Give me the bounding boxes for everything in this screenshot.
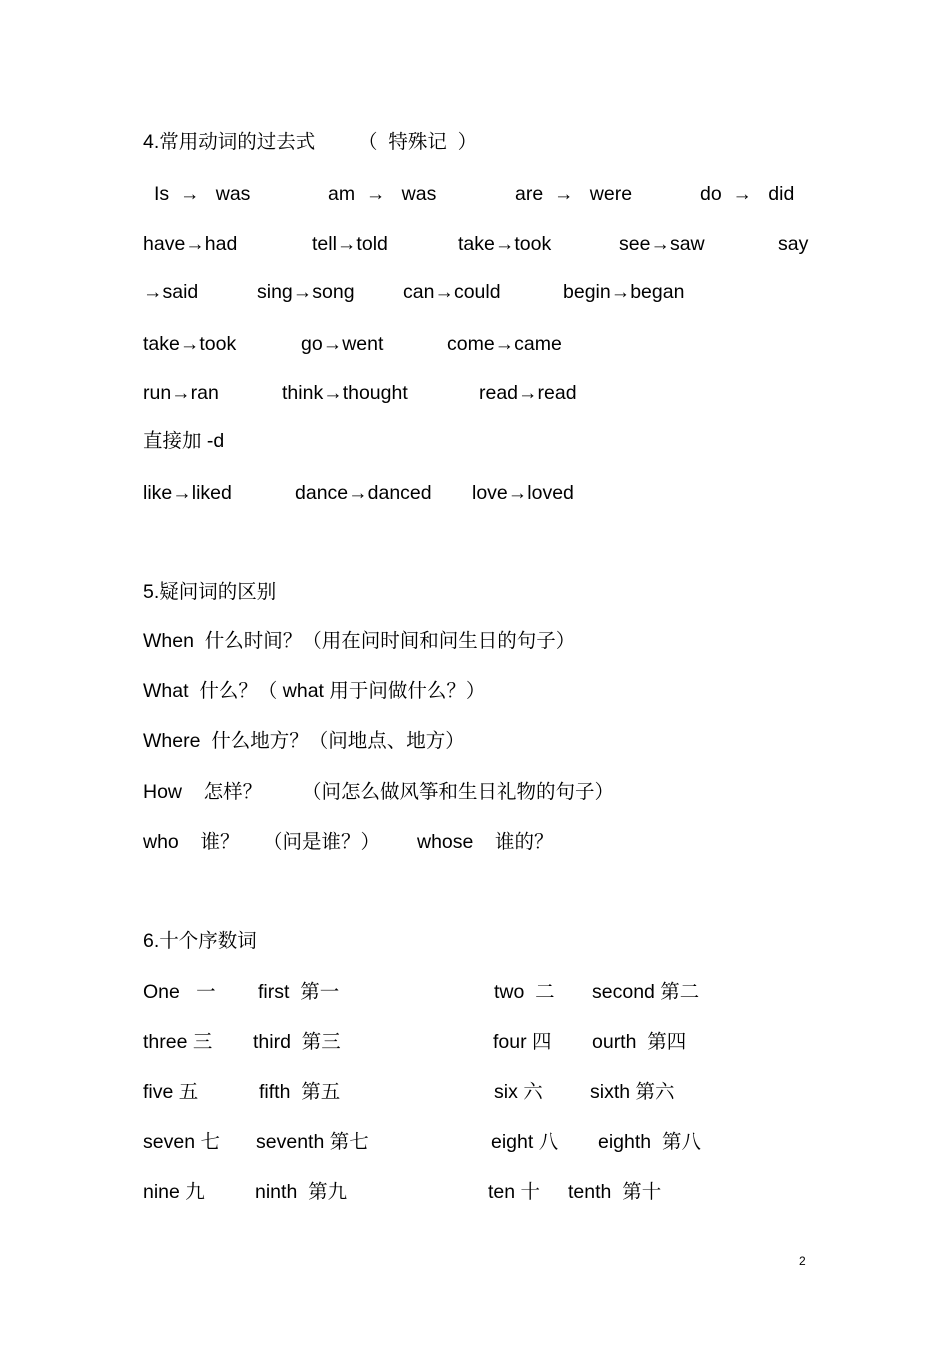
question-word-row: When 什么时间？（用在问时间和问生日的句子） bbox=[143, 630, 576, 652]
question-word-row: who 谁？ bbox=[143, 831, 240, 853]
section-4-heading: 4.常用动词的过去式 bbox=[143, 131, 316, 153]
section-6-heading: 6.十个序数词 bbox=[143, 930, 257, 952]
verb-pair: sing→song bbox=[257, 281, 355, 303]
ordinal-word: tenth 第十 bbox=[568, 1181, 662, 1203]
question-word-note: （问怎么做风筝和生日礼物的句子） bbox=[302, 781, 615, 803]
verb-pair: tell→told bbox=[312, 233, 388, 255]
number-word: seven 七 bbox=[143, 1131, 220, 1153]
verb-pair: →said bbox=[143, 281, 199, 303]
verb-pair: say bbox=[778, 233, 809, 255]
number-word: five 五 bbox=[143, 1081, 199, 1103]
number-word: three 三 bbox=[143, 1031, 213, 1053]
verb-pair: can→could bbox=[403, 281, 501, 303]
verb-pair: come→came bbox=[447, 333, 562, 355]
verb-pair: think→thought bbox=[282, 382, 408, 404]
verb-pair: take→took bbox=[143, 333, 237, 355]
question-word-row: whose 谁的？ bbox=[417, 831, 554, 853]
section-4-heading-note: （ 特殊记 ） bbox=[358, 131, 478, 153]
verb-pair: dance→danced bbox=[295, 482, 432, 504]
number-word: nine 九 bbox=[143, 1181, 205, 1203]
verb-pair: read→read bbox=[479, 382, 577, 404]
verb-pair: Is → was bbox=[154, 183, 251, 205]
ordinal-word: second 第二 bbox=[592, 981, 700, 1003]
number-word: two 二 bbox=[494, 981, 555, 1003]
page-number: 2 bbox=[799, 1254, 806, 1268]
number-word: eight 八 bbox=[491, 1131, 559, 1153]
ordinal-word: ourth 第四 bbox=[592, 1031, 687, 1053]
ordinal-word: third 第三 bbox=[253, 1031, 341, 1053]
verb-pair: like→liked bbox=[143, 482, 232, 504]
verb-pair: take→took bbox=[458, 233, 552, 255]
verb-pair: do → did bbox=[700, 183, 795, 205]
verb-pair: go→went bbox=[301, 333, 384, 355]
ordinal-word: ninth 第九 bbox=[255, 1181, 348, 1203]
number-word: six 六 bbox=[494, 1081, 543, 1103]
ordinal-word: seventh 第七 bbox=[256, 1131, 369, 1153]
question-word-row: How 怎样？ bbox=[143, 781, 263, 803]
section-4-subheading: 直接加 -d bbox=[143, 430, 225, 452]
ordinal-word: eighth 第八 bbox=[598, 1131, 701, 1153]
number-word: ten 十 bbox=[488, 1181, 541, 1203]
number-word: One 一 bbox=[143, 981, 216, 1003]
question-word-row: What 什么？（ what 用于问做什么？） bbox=[143, 680, 486, 702]
question-word-row: Where 什么地方？（问地点、地方） bbox=[143, 730, 465, 752]
ordinal-word: fifth 第五 bbox=[259, 1081, 341, 1103]
verb-pair: begin→began bbox=[563, 281, 685, 303]
verb-pair: are → were bbox=[515, 183, 633, 205]
verb-pair: run→ran bbox=[143, 382, 219, 404]
verb-pair: have→had bbox=[143, 233, 238, 255]
ordinal-word: first 第一 bbox=[258, 981, 340, 1003]
ordinal-word: sixth 第六 bbox=[590, 1081, 675, 1103]
verb-pair: see→saw bbox=[619, 233, 705, 255]
verb-pair: am → was bbox=[328, 183, 437, 205]
verb-pair: love→loved bbox=[472, 482, 574, 504]
number-word: four 四 bbox=[493, 1031, 552, 1053]
section-5-heading: 5.疑问词的区别 bbox=[143, 581, 277, 603]
question-word-note: （问是谁？） bbox=[263, 831, 381, 853]
